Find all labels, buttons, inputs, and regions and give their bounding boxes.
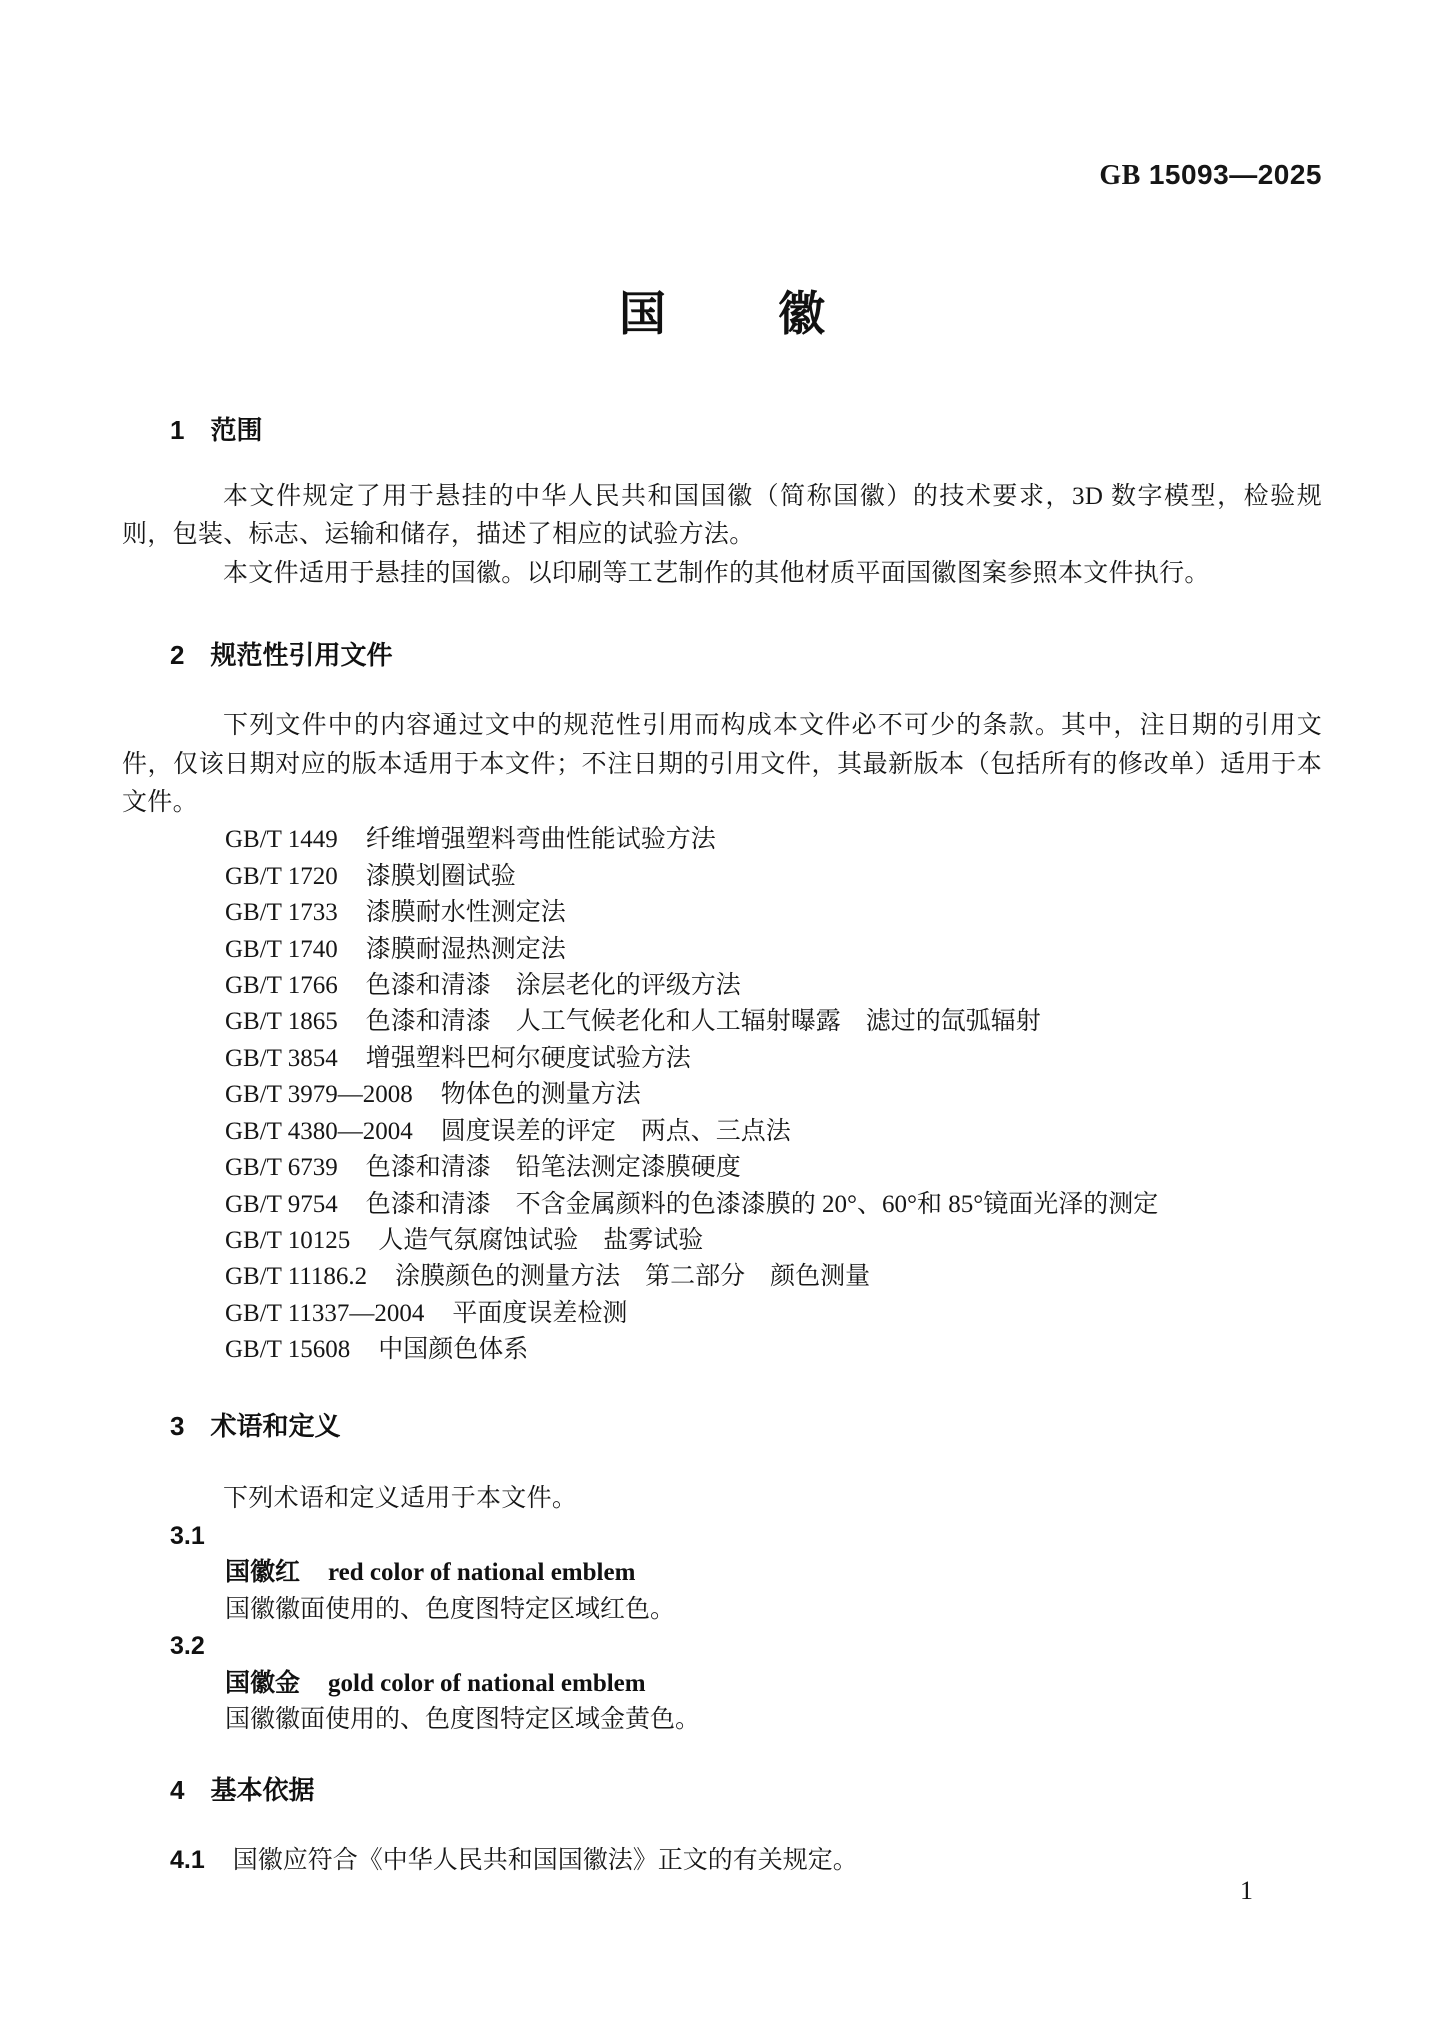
clause-4-1 (170, 1844, 1322, 1877)
term-3-1-en: red color of national emblem (328, 1559, 636, 1587)
reference-code: GB/T 10125 (225, 1226, 351, 1254)
references-intro: 下列文件中的内容通过文中的规范性引用而构成本文件必不可少的条款。其中，注日期的引用文件，仅该日期对应的版本适用于本文件；不注日期的引用文件，其最新版本（包括所有的修改单）适用于本文件。 (122, 712, 1322, 817)
reference-title: 增强塑料巴柯尔硬度试验方法 (365, 1044, 691, 1072)
term-3-2-entry (225, 1665, 1322, 1703)
reference-item (225, 822, 1322, 858)
terms-block (122, 1518, 1322, 1739)
reference-item (225, 895, 1322, 931)
reference-title: 色漆和清漆 铅笔法测定漆膜硬度 (365, 1154, 741, 1182)
reference-title: 物体色的测量方法 (440, 1081, 641, 1109)
reference-title: 中国颜色体系 (378, 1336, 529, 1364)
reference-title: 色漆和清漆 不含金属颜料的色漆漆膜的 20°、60°和 85°镜面光泽的测定 (365, 1190, 1159, 1218)
reference-code: GB/T 9754 (225, 1190, 338, 1218)
reference-title: 漆膜耐湿热测定法 (365, 935, 566, 963)
reference-code: GB/T 11337—2004 (225, 1299, 425, 1327)
reference-item (225, 1187, 1322, 1223)
reference-item (225, 968, 1322, 1004)
section-2-title: 规范性引用文件 (210, 640, 393, 671)
reference-item (225, 1296, 1322, 1332)
reference-title: 平面度误差检测 (452, 1299, 628, 1327)
title-char-2: 徽 (778, 287, 825, 340)
term-3-2-definition: 国徽徽面使用的、色度图特定区域金黄色。 (225, 1706, 701, 1734)
term-3-1-definition: 国徽徽面使用的、色度图特定区域红色。 (225, 1595, 676, 1623)
clause-4-1-text: 国徽应符合《中华人民共和国国徽法》正文的有关规定。 (232, 1846, 858, 1874)
reference-item (225, 1077, 1322, 1113)
reference-code: GB/T 1766 (225, 972, 338, 1000)
reference-code: GB/T 1733 (225, 899, 338, 927)
term-3-2-en: gold color of national emblem (328, 1669, 646, 1697)
reference-code: GB/T 3979—2008 (225, 1081, 413, 1109)
section-2-number: 2 (170, 640, 185, 671)
standard-code-number: 15093—2025 (1148, 159, 1322, 190)
reference-item (225, 859, 1322, 895)
section-4-number: 4 (170, 1774, 185, 1805)
reference-code: GB/T 4380—2004 (225, 1117, 413, 1145)
reference-title: 色漆和清漆 人工气候老化和人工辐射曝露 滤过的氙弧辐射 (365, 1008, 1041, 1036)
reference-item (225, 1223, 1322, 1259)
reference-item (225, 1114, 1322, 1150)
reference-title: 漆膜划圈试验 (365, 862, 516, 890)
normative-references-list (225, 822, 1322, 1368)
reference-title: 漆膜耐水性测定法 (365, 899, 566, 927)
reference-code: GB/T 1740 (225, 935, 338, 963)
reference-item (225, 1150, 1322, 1186)
title-char-1: 国 (619, 287, 666, 340)
section-3-heading (170, 1410, 1322, 1442)
reference-code: GB/T 1720 (225, 862, 338, 890)
reference-title: 纤维增强塑料弯曲性能试验方法 (365, 826, 716, 854)
document-title (122, 289, 1322, 339)
reference-code: GB/T 15608 (225, 1336, 351, 1364)
term-3-2-zh: 国徽金 (225, 1668, 301, 1697)
reference-item (225, 1332, 1322, 1368)
reference-title: 人造气氛腐蚀试验 盐雾试验 (378, 1226, 704, 1254)
section-4-title: 基本依据 (210, 1774, 315, 1805)
reference-code: GB/T 3854 (225, 1044, 338, 1072)
reference-item (225, 1004, 1322, 1040)
section-2-heading (170, 639, 1322, 671)
scope-paragraph-1: 本文件规定了用于悬挂的中华人民共和国国徽（简称国徽）的技术要求，3D 数字模型，检验规则，包装、标志、运输和储存，描述了相应的试验方法。 (122, 483, 1322, 549)
reference-title: 涂膜颜色的测量方法 第二部分 颜色测量 (395, 1263, 871, 1291)
section-1-number: 1 (170, 415, 185, 445)
section-3-title: 术语和定义 (210, 1410, 341, 1441)
section-1-heading (170, 414, 1322, 446)
section-3-number: 3 (170, 1410, 185, 1441)
reference-title: 圆度误差的评定 两点、三点法 (440, 1117, 791, 1145)
reference-item (225, 1259, 1322, 1295)
section-4-heading (170, 1774, 1322, 1806)
page-number: 1 (1240, 1876, 1253, 1905)
terms-intro: 下列术语和定义适用于本文件。 (223, 1484, 578, 1512)
scope-paragraph-2: 本文件适用于悬挂的国徽。以印刷等工艺制作的其他材质平面国徽图案参照本文件执行。 (223, 559, 1210, 587)
standard-code (122, 158, 1322, 193)
reference-code: GB/T 6739 (225, 1154, 338, 1182)
term-3-2-id: 3.2 (170, 1632, 205, 1661)
reference-code: GB/T 1865 (225, 1008, 338, 1036)
reference-code: GB/T 11186.2 (225, 1263, 368, 1291)
clause-4-1-id: 4.1 (170, 1845, 205, 1874)
reference-title: 色漆和清漆 涂层老化的评级方法 (365, 972, 741, 1000)
term-3-1-id: 3.1 (170, 1521, 205, 1550)
term-3-1-entry (225, 1554, 1322, 1592)
reference-item (225, 932, 1322, 968)
section-1-title: 范围 (210, 415, 263, 445)
reference-item (225, 1041, 1322, 1077)
standard-code-prefix: GB (1099, 160, 1141, 191)
term-3-1-zh: 国徽红 (225, 1558, 301, 1587)
reference-code: GB/T 1449 (225, 826, 338, 854)
